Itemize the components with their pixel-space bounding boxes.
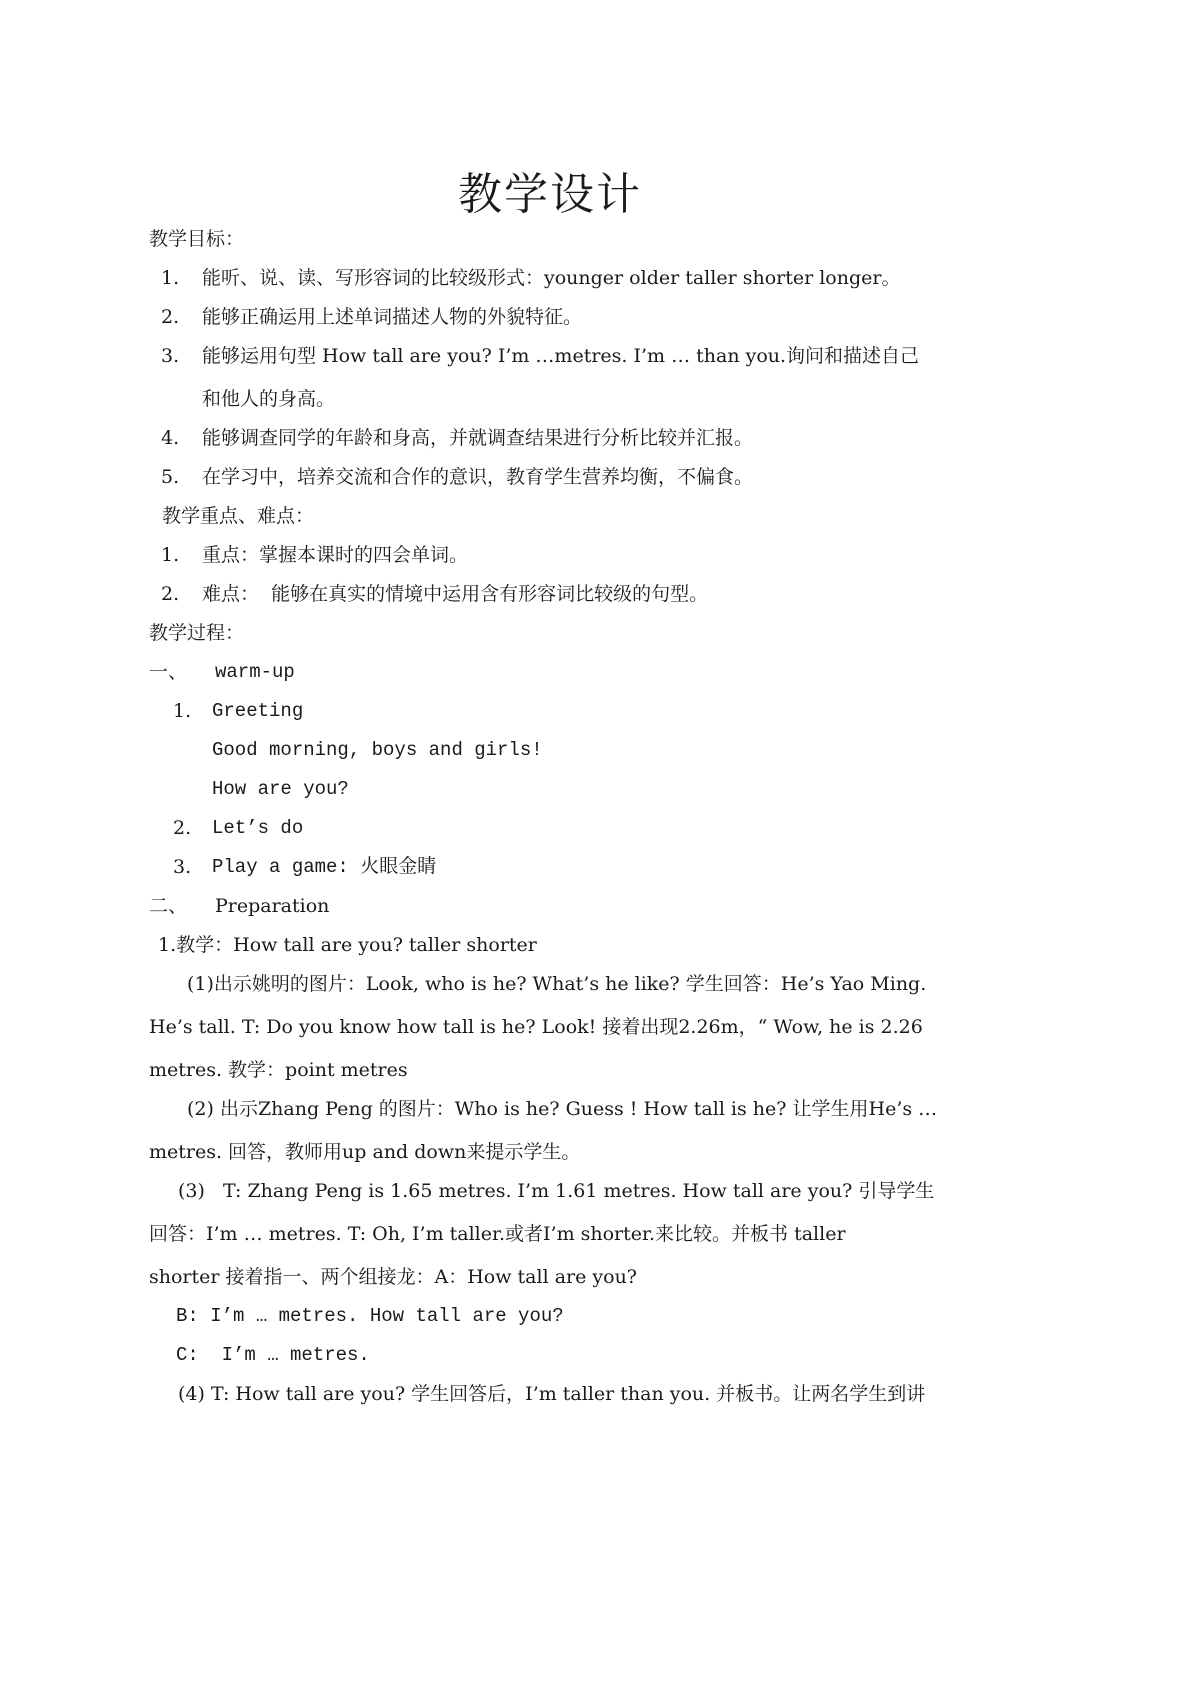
paragraph-line: (2) 出示Zhang Peng 的图片：Who is he? Guess ! How tall is he? 让学生用He’s … [187, 1098, 938, 1120]
objective-item-continued: 和他人的身高。 [202, 388, 336, 410]
key-point-item: 重点：掌握本课时的四会单词。 [202, 544, 469, 566]
step-item: 1.教学：How tall are you? taller shorter [158, 934, 537, 956]
objective-item: 能够调查同学的年龄和身高，并就调查结果进行分析比较并汇报。 [202, 427, 754, 449]
dialogue-line: B: I’m … metres. How tall are you? [176, 1305, 564, 1327]
list-number: 1. [173, 700, 192, 722]
paragraph-line: He’s tall. T: Do you know how tall is he? Look! 接着出现2.26m，“ Wow, he is 2.26 [149, 1016, 923, 1038]
section-number: 一、 [149, 661, 188, 683]
objective-item: 能够正确运用上述单词描述人物的外貌特征。 [202, 306, 583, 328]
document-title: 教学设计 [458, 169, 642, 220]
step-text: How are you? [212, 778, 349, 800]
heading-key-points: 教学重点、难点： [162, 505, 315, 527]
list-number: 2. [161, 306, 180, 328]
step-text: Good morning, boys and girls! [212, 739, 543, 761]
paragraph-line: metres. 回答，教师用up and down来提示学生。 [149, 1141, 581, 1163]
heading-teaching-process: 教学过程： [149, 622, 245, 644]
list-number: 1. [161, 267, 180, 289]
paragraph-line: shorter 接着指一、两个组接龙：A：How tall are you? [149, 1266, 637, 1288]
step-item: Let’s do [212, 817, 304, 839]
paragraph-line: (1)出示姚明的图片：Look, who is he? What’s he like? 学生回答：He’s Yao Ming. [187, 973, 927, 995]
list-number: 2. [173, 817, 192, 839]
objective-item: 能听、说、读、写形容词的比较级形式：younger older taller shorter longer。 [202, 267, 901, 289]
list-number: 3. [161, 345, 180, 367]
list-number: 3. [173, 856, 192, 878]
step-item: Play a game: 火眼金睛 [212, 856, 437, 878]
paragraph-line: (3) T: Zhang Peng is 1.65 metres. I’m 1.61 metres. How tall are you? 引导学生 [178, 1180, 935, 1202]
list-number: 2. [161, 583, 180, 605]
objective-item: 能够运用句型 How tall are you? I’m …metres. I’m … than you.询问和描述自己 [202, 345, 920, 367]
paragraph-line: 回答：I’m … metres. T: Oh, I’m taller.或者I’m shorter.来比较。并板书 taller [149, 1223, 846, 1245]
list-number: 5. [161, 466, 180, 488]
section-title: Preparation [215, 895, 330, 917]
step-item: Greeting [212, 700, 304, 722]
paragraph-line: (4) T: How tall are you? 学生回答后，I’m taller than you. 并板书。让两名学生到讲 [178, 1383, 926, 1405]
list-number: 1. [161, 544, 180, 566]
objective-item: 在学习中，培养交流和合作的意识，教育学生营养均衡，不偏食。 [202, 466, 754, 488]
section-title: warm-up [215, 661, 295, 683]
dialogue-line: C: I’m … metres. [176, 1344, 370, 1366]
paragraph-line: metres. 教学：point metres [149, 1059, 408, 1081]
heading-teaching-objectives: 教学目标： [149, 228, 245, 250]
section-number: 二、 [149, 895, 188, 917]
key-point-item: 难点： 能够在真实的情境中运用含有形容词比较级的句型。 [202, 583, 709, 605]
list-number: 4. [161, 427, 180, 449]
